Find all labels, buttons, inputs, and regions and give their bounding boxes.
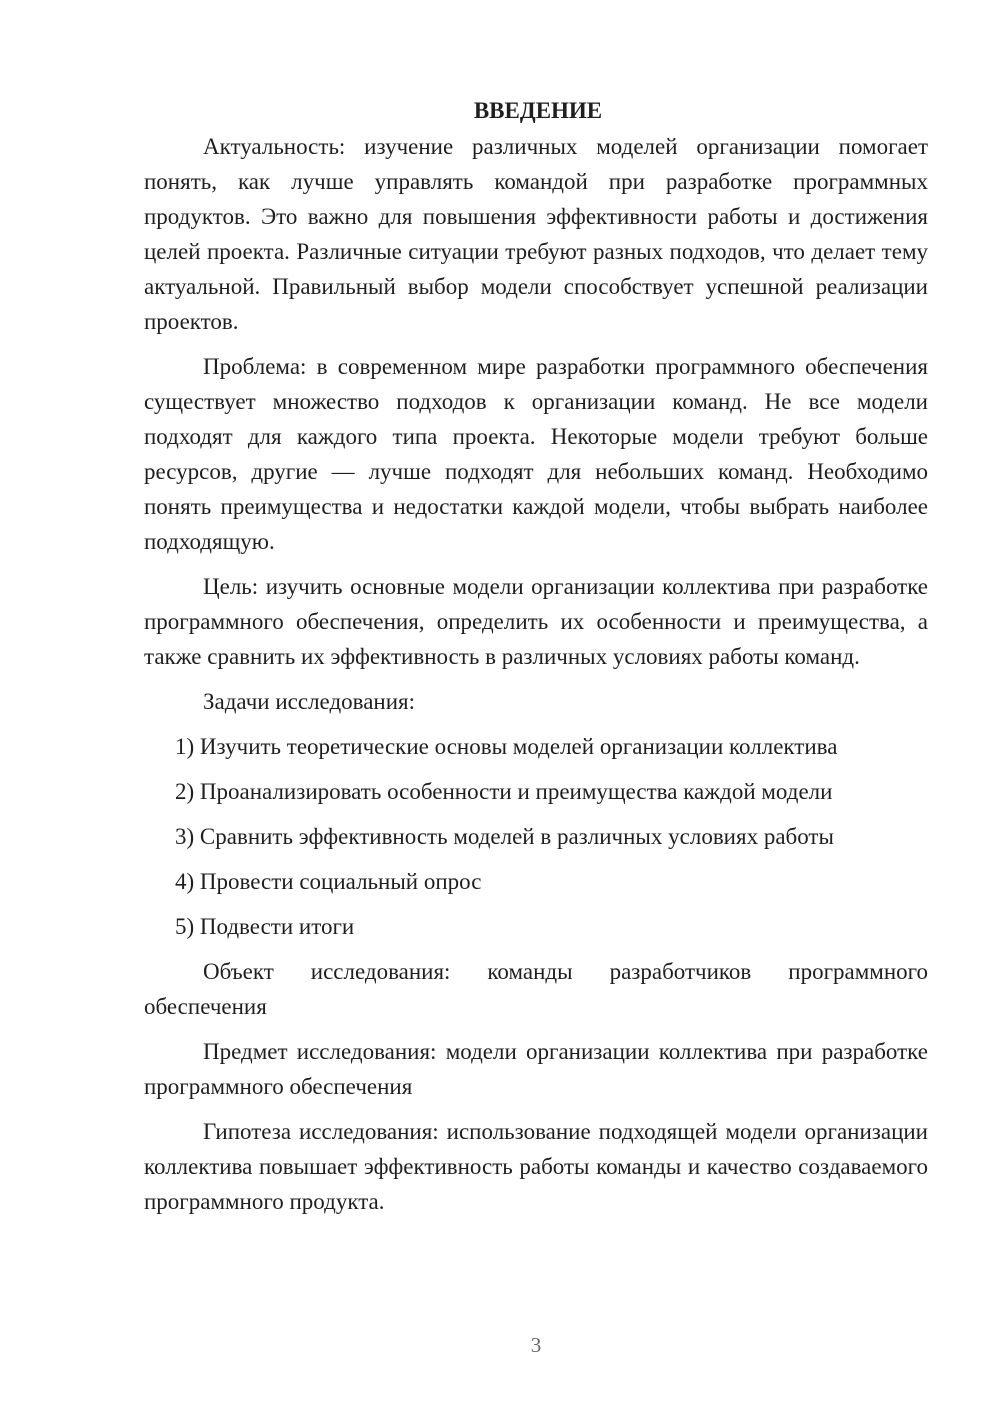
task-item: 2) Проанализировать особенности и преимущества каждой модели [175, 779, 833, 804]
paragraph-subject: Предмет исследования: модели организации коллектива при разработке программного обеспечения [144, 1039, 928, 1099]
task-item: 1) Изучить теоретические основы моделей организации коллектива [175, 734, 838, 759]
task-item: 5) Подвести итоги [175, 914, 355, 939]
page-title: ВВЕДЕНИЕ [473, 98, 603, 123]
paragraph-relevance: Актуальность: изучение различных моделей организации помогает понять, как лучше управлять командой при разработке программных продуктов. Это важно для повышения эффективности работы и достижения целей проекта. Различные ситуации требуют разных подходов, что делает тему актуальной. Правильный выбор модели способствует успешной реализации проектов. [144, 134, 928, 334]
page-number: 3 [530, 1333, 542, 1357]
task-item: 3) Сравнить эффективность моделей в различных условиях работы [175, 824, 834, 849]
task-item: 4) Провести социальный опрос [175, 869, 482, 894]
paragraph-goal: Цель: изучить основные модели организации коллектива при разработке программного обеспечения, определить их особенности и преимущества, а также сравнить их эффективность в различных условиях работы команд. [144, 574, 928, 669]
paragraph-hypothesis: Гипотеза исследования: использование подходящей модели организации коллектива повышает эффективность работы команды и качество создаваемого программного продукта. [144, 1119, 928, 1214]
paragraph-problem: Проблема: в современном мире разработки программного обеспечения существует множество подходов к организации команд. Не все модели подходят для каждого типа проекта. Некоторые модели требуют больше ресурсов, другие — лучше подходят для небольших команд. Необходимо понять преимущества и недостатки каждой модели, чтобы выбрать наиболее подходящую. [144, 354, 928, 554]
page-content [144, 93, 928, 1229]
tasks-heading: Задачи исследования: [203, 689, 416, 714]
paragraph-object: Объект исследования: команды разработчиков программного обеспечения [144, 959, 928, 1019]
task-list [144, 729, 928, 944]
